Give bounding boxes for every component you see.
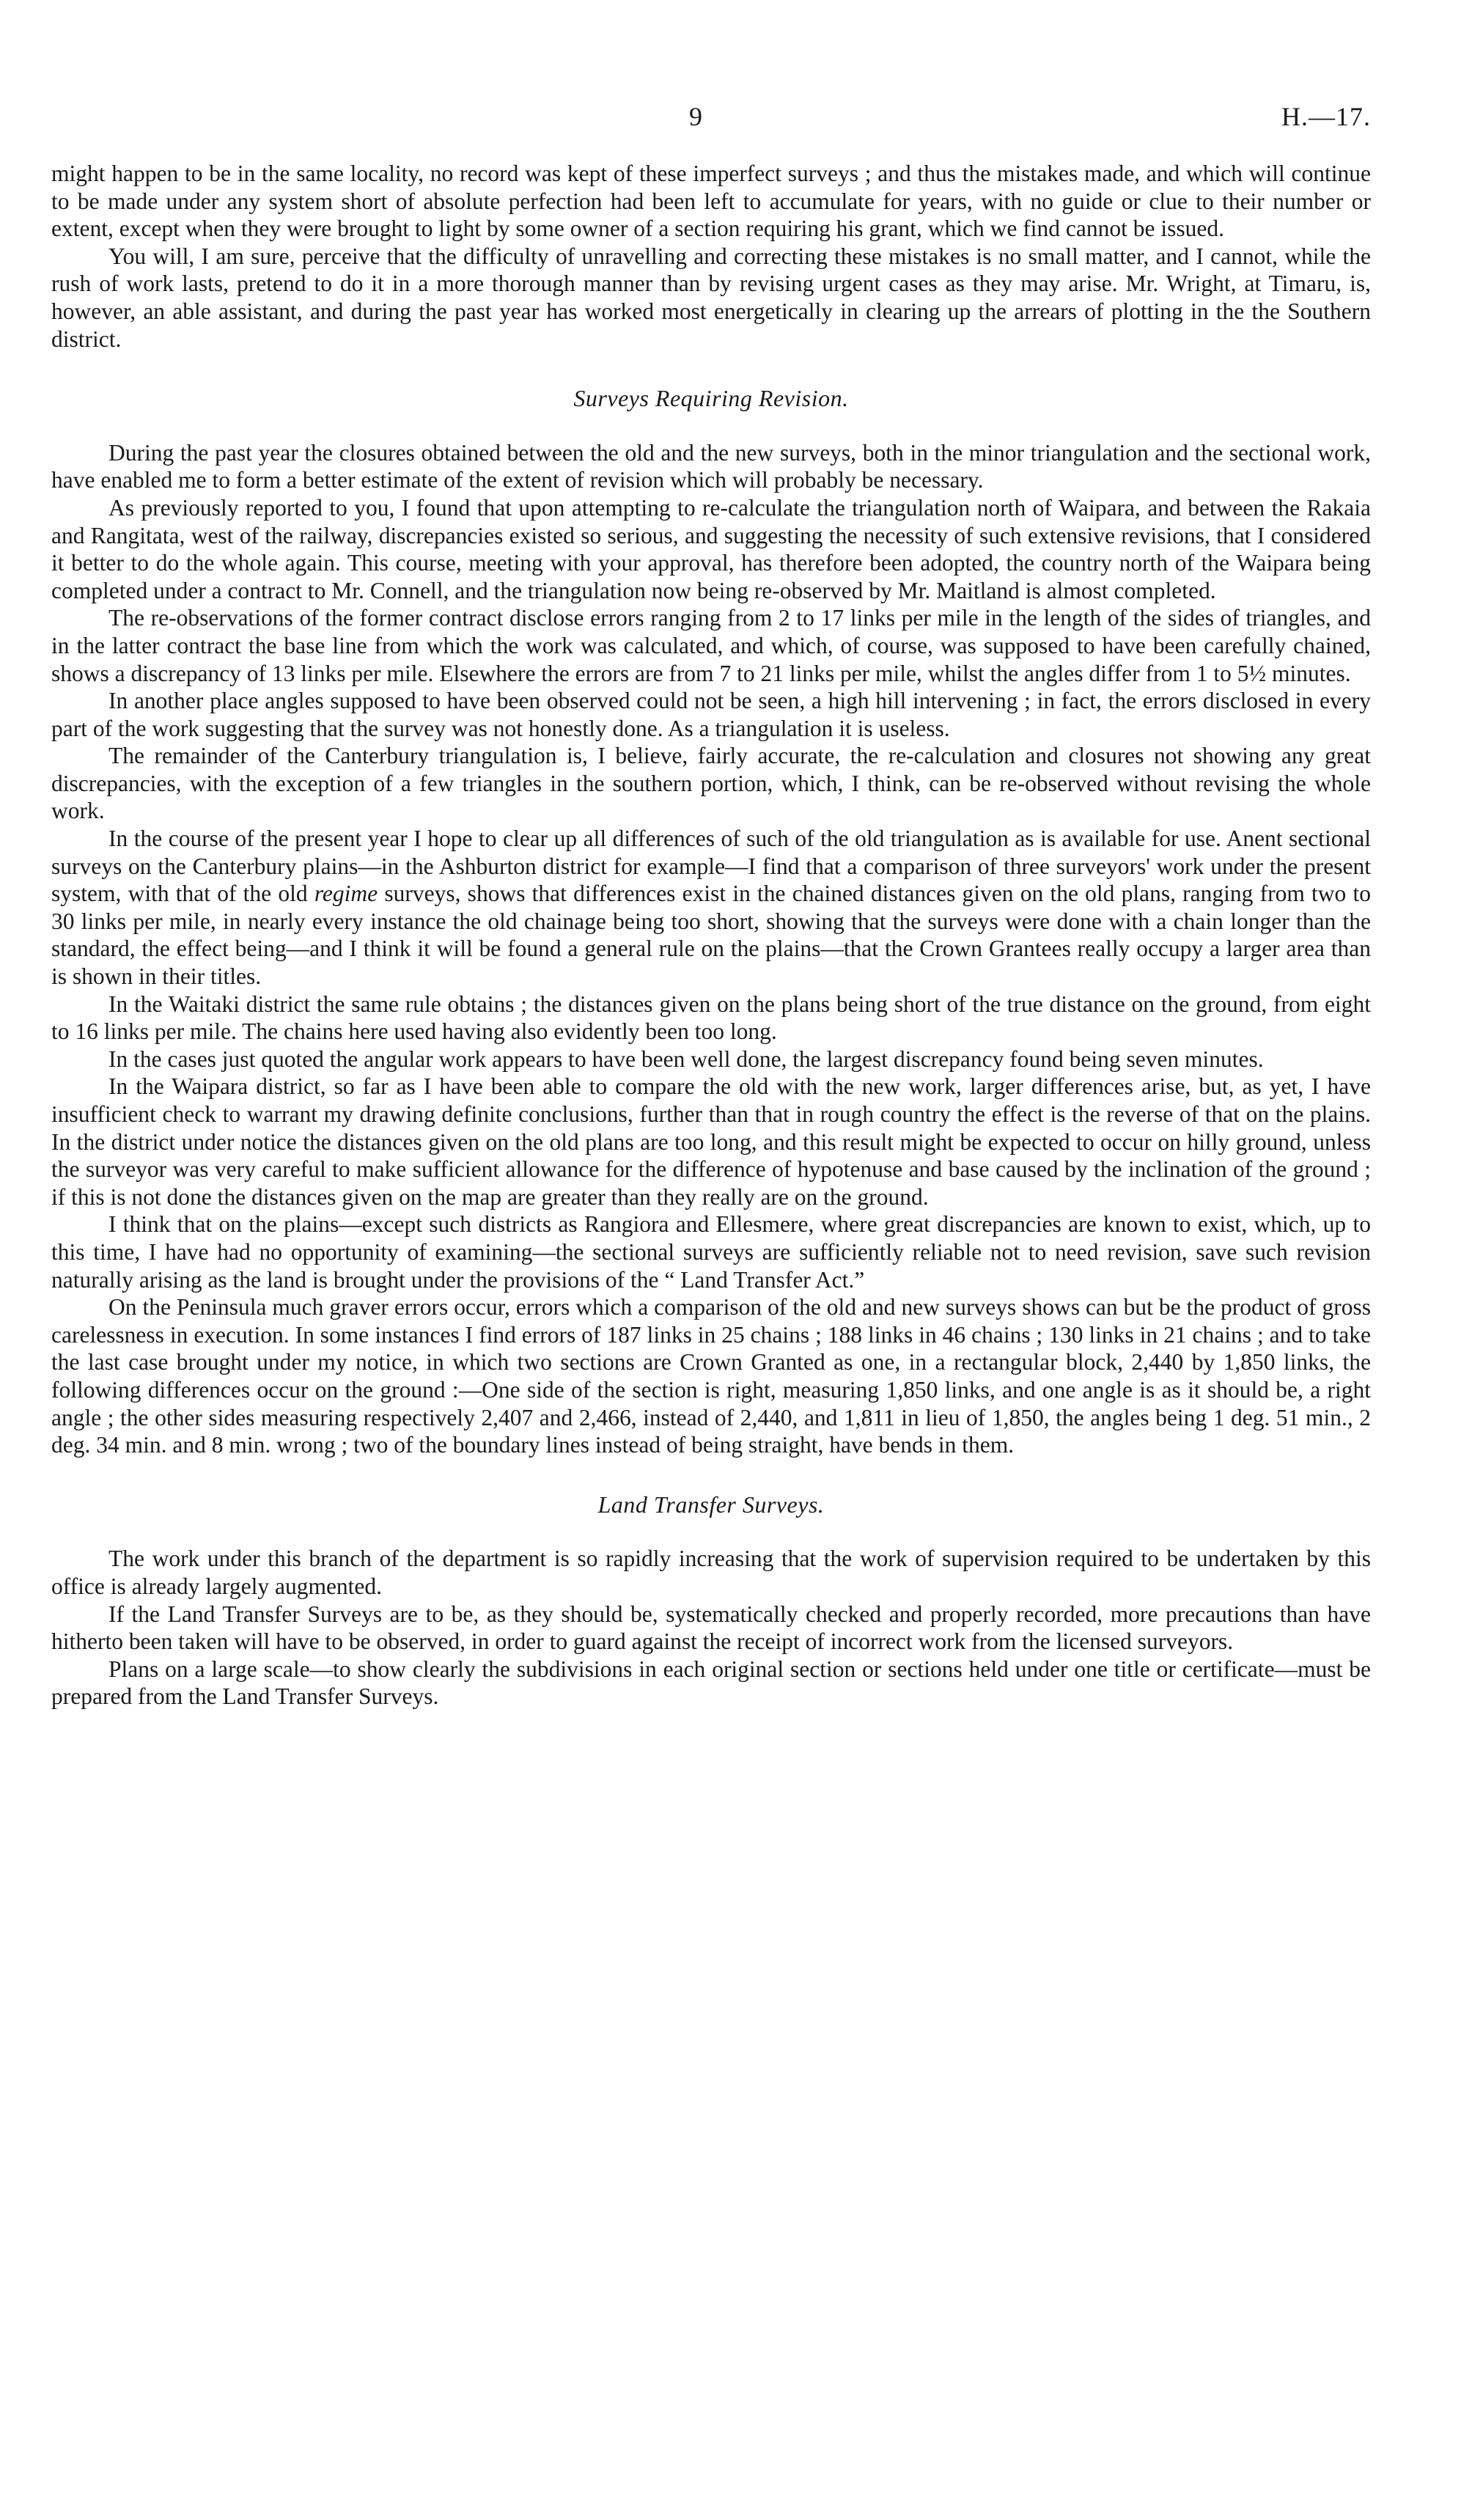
emphasis-text: regime [314, 881, 378, 907]
page-number: 9 [689, 102, 702, 131]
body-text [51, 160, 1371, 1711]
paragraph-continued: might happen to be in the same locality, no record was kept of these imperfect surveys ; and thus the mistakes made, and which will continue to be made under any system short of absolute perfection had been left to accumulate for years, with no guide or clue to their number or extent, except when they were brought to light by some owner of a section requiring his grant, which we find cannot be issued. [51, 161, 1371, 242]
paragraph: In the cases just quoted the angular work appears to have been well done, the largest discrepancy found being seven minutes. [108, 1046, 1264, 1072]
paragraph-text: In the course of the present year I hope to clear up all differences of such of the old triangulation as is available for use. Anent sectional surveys on the Canterbury plains—in the Ashburton district for example—I find that a comparison of three surveyors' work under the present system, with that of the old [51, 826, 1371, 907]
paragraph: If the Land Transfer Surveys are to be, as they should be, systematically checked and properly recorded, more precautions than have hitherto been taken will have to be observed, in order to guard against the receipt of incorrect work from the licensed surveyors. [51, 1601, 1371, 1655]
paragraph: The remainder of the Canterbury triangulation is, I believe, fairly accurate, the re-calculation and closures not showing any great discrepancies, with the exception of a few triangles in the southern portion, which, I think, can be re-observed without revising the whole work. [51, 743, 1371, 824]
paragraph: You will, I am sure, perceive that the difficulty of unravelling and correcting these mistakes is no small matter, and I cannot, while the rush of work lasts, pretend to do it in a more thorough manner than by revising urgent cases as they may arise. Mr. Wright, at Timaru, is, however, an able assistant, and during the past year has worked most energetically in clearing up the arrears of plotting in the the Southern district. [51, 243, 1371, 352]
page-header [51, 101, 1371, 138]
paragraph: On the Peninsula much graver errors occur, errors which a comparison of the old and new surveys shows can but be the product of gross carelessness in execution. In some instances I find errors of 187 links in 25 chains ; 188 links in 46 chains ; 130 links in 21 chains ; and to take the last case brought under my notice, in which two sections are Crown Granted as one, in a rectangular block, 2,440 by 1,850 links, the following differences occur on the ground :—One side of the section is right, measuring 1,850 links, and one angle is as it should be, a right angle ; the other sides measuring respectively 2,407 and 2,466, instead of 2,440, and 1,811 in lieu of 1,850, the angles being 1 deg. 51 min., 2 deg. 34 min. and 8 min. wrong ; two of the boundary lines instead of being straight, have bends in them. [51, 1294, 1371, 1458]
document-reference: H.—17. [1281, 102, 1371, 131]
paragraph: Plans on a large scale—to show clearly the subdivisions in each original section or sections held under one title or certificate—must be prepared from the Land Transfer Surveys. [51, 1656, 1371, 1710]
paragraph: The re-observations of the former contract disclose errors ranging from 2 to 17 links per mile in the length of the sides of triangles, and in the latter contract the base line from which the work was calculated, and which, of course, was supposed to have been carefully chained, shows a discrepancy of 13 links per mile. Elsewhere the errors are from 7 to 21 links per mile, whilst the angles differ from 1 to 5½ minutes. [51, 605, 1371, 686]
paragraph-text: surveys, shows that differences exist in the chained distances given on the old plans, ranging from two to 30 links per mile, in nearly every instance the old chainage being too short, showing that the surveys were done with a chain longer than the standard, the effect being—and I think it will be found a general rule on the plains—that the Crown Grantees really occupy a larger area than is shown in their titles. [51, 881, 1372, 990]
section-heading-surveys-requiring-revision: Surveys Requiring Revision. [573, 385, 849, 412]
paragraph: As previously reported to you, I found that upon attempting to re-calculate the triangulation north of Waipara, and between the Rakaia and Rangitata, west of the railway, discrepancies existed so serious, and suggesting the necessity of such extensive revisions, that I considered it better to do the whole again. This course, meeting with your approval, has therefore been adopted, the country north of the Waipara being completed under a contract to Mr. Connell, and the triangulation now being re-observed by Mr. Maitland is almost completed. [51, 494, 1371, 603]
paragraph: I think that on the plains—except such districts as Rangiora and Ellesmere, where great discrepancies are known to exist, which, up to this time, I have had no opportunity of examining—the sectional surveys are sufficiently reliable not to need revision, save such revision naturally arising as the land is brought under the provisions of the “ Land Transfer Act.” [51, 1211, 1371, 1293]
paragraph: The work under this branch of the department is so rapidly increasing that the work of supervision required to be undertaken by this office is already largely augmented. [51, 1546, 1371, 1599]
paragraph: In another place angles supposed to have been observed could not be seen, a high hill intervening ; in fact, the errors disclosed in every part of the work suggesting that the survey was not honestly done. As a triangulation it is useless. [51, 688, 1371, 741]
document-page [51, 0, 1371, 2520]
section-heading-land-transfer-surveys: Land Transfer Surveys. [597, 1491, 825, 1518]
paragraph: During the past year the closures obtained between the old and the new surveys, both in the minor triangulation and the sectional work, have enabled me to form a better estimate of the extent of revision which will probably be necessary. [51, 439, 1371, 493]
paragraph: In the Waitaki district the same rule obtains ; the distances given on the plans being short of the true distance on the ground, from eight to 16 links per mile. The chains here used having also evidently been too long. [51, 991, 1371, 1045]
paragraph: In the Waipara district, so far as I have been able to compare the old with the new work, larger differences arise, but, as yet, I have insufficient check to warrant my drawing definite conclusions, further than that in rough country the effect is the reverse of that on the plains. In the district under notice the distances given on the old plans are too long, and this result might be expected to occur on hilly ground, unless the surveyor was very careful to make sufficient allowance for the difference of hypotenuse and base caused by the inclination of the ground ; if this is not done the distances given on the map are greater than they really are on the ground. [51, 1073, 1371, 1210]
paragraph [51, 825, 1371, 991]
